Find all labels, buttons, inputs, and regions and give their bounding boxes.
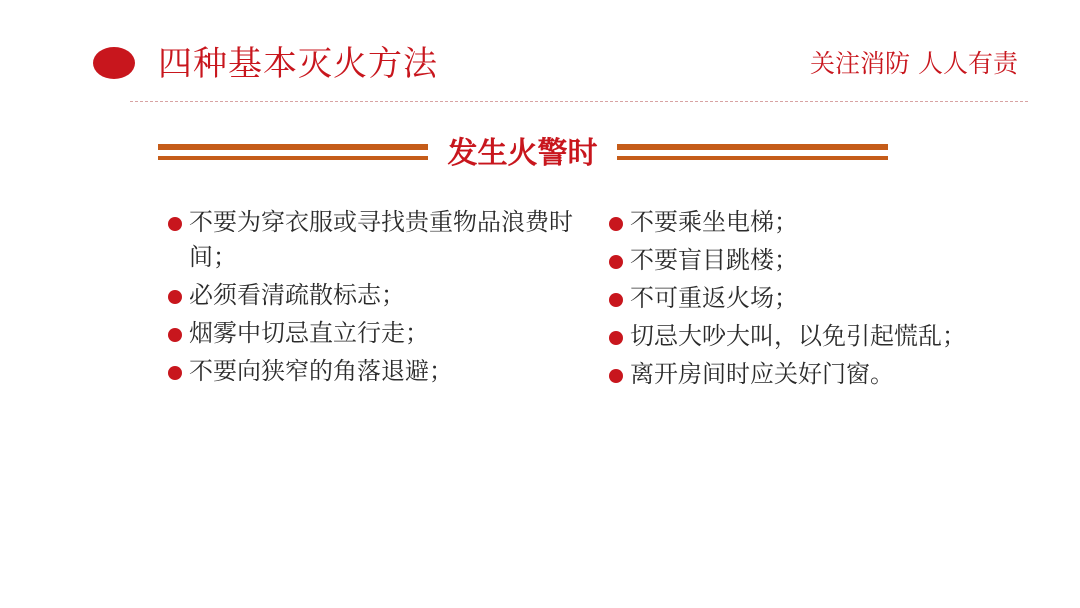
section-deco-line-right [617, 144, 888, 164]
page-title: 四种基本灭火方法 [158, 44, 438, 84]
list-item [168, 316, 578, 351]
header-slogan: 关注消防 人人有责 [810, 49, 1018, 78]
list-item-text: 不要为穿衣服或寻找贵重物品浪费时间； [189, 208, 573, 271]
bullet-icon [609, 369, 623, 383]
bullet-icon [609, 293, 623, 307]
list-item-text: 不要盲目跳楼； [630, 246, 798, 274]
list-item [609, 357, 1029, 392]
bullet-icon [609, 331, 623, 345]
list-item [168, 354, 578, 389]
header-divider [130, 101, 1028, 102]
list-item [609, 205, 1029, 240]
list-item [168, 278, 578, 313]
tips-list-left [168, 205, 578, 392]
bullet-icon [168, 217, 182, 231]
list-item [168, 205, 578, 275]
bullet-icon [168, 290, 182, 304]
bullet-icon [609, 217, 623, 231]
bullet-icon [168, 328, 182, 342]
list-item-text: 离开房间时应关好门窗。 [630, 360, 894, 388]
list-item [609, 319, 1029, 354]
list-item-text: 不要向狭窄的角落退避； [189, 357, 453, 385]
bullet-icon [609, 255, 623, 269]
section-deco-line-left [158, 144, 428, 164]
list-item-text: 烟雾中切忌直立行走； [189, 319, 429, 347]
tips-list-right [609, 205, 1029, 395]
section-title: 发生火警时 [447, 136, 598, 171]
list-item [609, 281, 1029, 316]
list-item-text: 切忌大吵大叫，以免引起慌乱； [630, 322, 966, 350]
bullet-icon [168, 366, 182, 380]
list-item-text: 不要乘坐电梯； [630, 208, 798, 236]
section-header [158, 130, 888, 178]
list-item-text: 必须看清疏散标志； [189, 281, 405, 309]
list-item [609, 243, 1029, 278]
list-item-text: 不可重返火场； [630, 284, 798, 312]
header-dot-icon [93, 47, 135, 79]
